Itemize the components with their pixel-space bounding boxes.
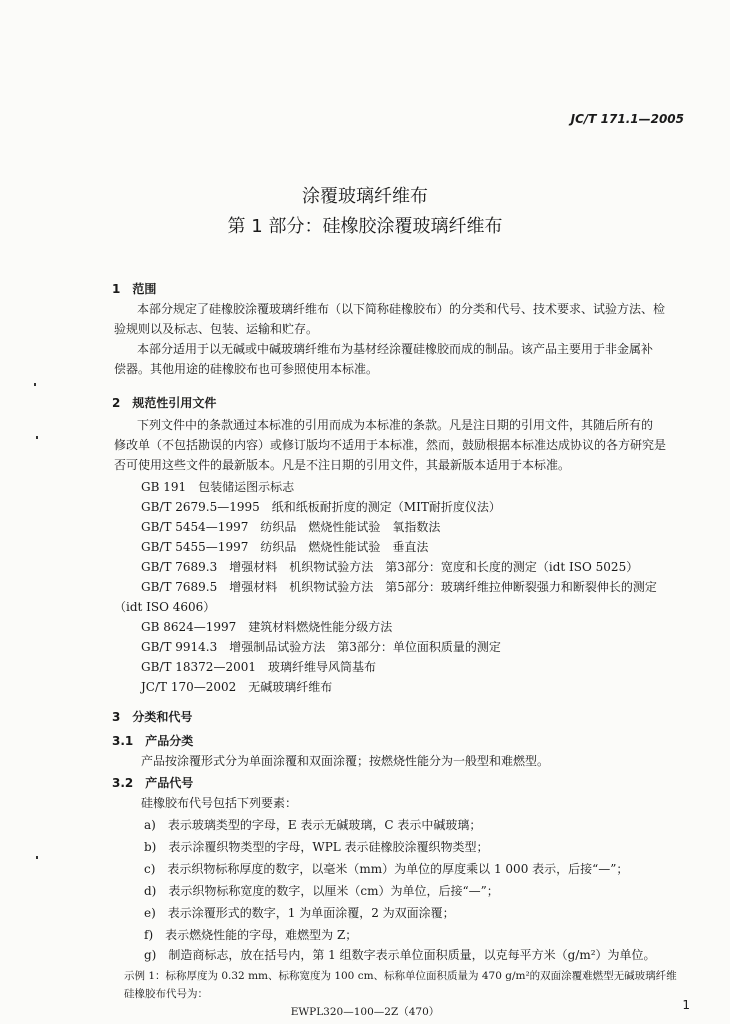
section-1-para2-line2: 偿器。其他用途的硅橡胶布也可参照使用本标准。 — [114, 362, 379, 376]
section-3-2-intro: 硅橡胶布代号包括下列要素： — [141, 796, 298, 810]
section-1-para1-line2: 验规则以及标志、包装、运输和贮存。 — [114, 322, 319, 336]
example-code: EWPL320—100—2Z（470） — [290, 1006, 440, 1018]
standard-number: JC/T 171.1—2005 — [570, 112, 684, 126]
section-2-para-line2: 修改单（不包括勘误的内容）或修订版均不适用于本标准，然而，鼓励根据本标准达成协议的各方研究是 — [114, 438, 667, 452]
reference-item: GB 8624—1997 建筑材料燃烧性能分级方法 — [141, 620, 393, 634]
reference-item: GB 191 包装储运图示标志 — [141, 480, 295, 494]
reference-item-continuation: （idt ISO 4606） — [114, 600, 216, 614]
list-item: c) 表示织物标称厚度的数字，以毫米（mm）为单位的厚度乘以 1 000 表示，后接“—”； — [144, 862, 629, 876]
list-item: b) 表示涂覆织物类型的字母，WPL 表示硅橡胶涂覆织物类型； — [144, 840, 489, 854]
section-2-para-line3: 否可使用这些文件的最新版本。凡是不注日期的引用文件，其最新版本适用于本标准。 — [114, 458, 571, 472]
reference-item: GB/T 7689.5 增强材料 机织物试验方法 第5部分：玻璃纤维拉伸断裂强力和断裂伸长的测定 — [141, 580, 657, 594]
reference-item: GB/T 2679.5—1995 纸和纸板耐折度的测定（MIT耐折度仪法） — [141, 500, 501, 514]
section-1-para2-line1: 本部分适用于以无碱或中碱玻璃纤维布为基材经涂覆硅橡胶而成的制品。该产品主要用于非金属补 — [137, 342, 654, 356]
page-number: 1 — [682, 998, 690, 1012]
list-item: f) 表示燃烧性能的字母，难燃型为 Z； — [144, 928, 358, 942]
reference-item: GB/T 5455—1997 纺织品 燃烧性能试验 垂直法 — [141, 540, 429, 554]
list-item: g) 制造商标志，放在括号内，第 1 组数字表示单位面积质量，以克每平方米（g/m²）为单位。 — [144, 948, 656, 962]
reference-item: GB/T 9914.3 增强制品试验方法 第3部分：单位面积质量的测定 — [141, 640, 501, 654]
section-3-1-heading: 3.1 产品分类 — [112, 734, 194, 748]
reference-item: JC/T 170—2002 无碱玻璃纤维布 — [141, 680, 333, 694]
document-subtitle: 第 1 部分：硅橡胶涂覆玻璃纤维布 — [227, 216, 503, 237]
list-item: d) 表示织物标称宽度的数字，以厘米（cm）为单位，后接“—”； — [144, 884, 499, 898]
list-item: a) 表示玻璃类型的字母，E 表示无碱玻璃，C 表示中碱玻璃； — [144, 818, 482, 832]
reference-item: GB/T 5454—1997 纺织品 燃烧性能试验 氧指数法 — [141, 520, 441, 534]
section-1-para1-line1: 本部分规定了硅橡胶涂覆玻璃纤维布（以下简称硅橡胶布）的分类和代号、技术要求、试验方法、检 — [137, 302, 666, 316]
section-1-heading: 1 范围 — [112, 282, 157, 296]
scan-speck — [36, 436, 38, 439]
list-item: e) 表示涂覆形式的数字，1 为单面涂覆，2 为双面涂覆； — [144, 906, 455, 920]
section-3-2-heading: 3.2 产品代号 — [112, 776, 194, 790]
reference-item: GB/T 7689.3 增强材料 机织物试验方法 第3部分：宽度和长度的测定（idt ISO 5025） — [141, 560, 639, 574]
section-2-para-line1: 下列文件中的条款通过本标准的引用而成为本标准的条款。凡是注日期的引用文件，其随后所有的 — [137, 418, 654, 432]
example-line2: 硅橡胶布代号为： — [124, 988, 208, 1000]
section-2-heading: 2 规范性引用文件 — [112, 396, 217, 410]
section-3-1-text: 产品按涂覆形式分为单面涂覆和双面涂覆；按燃烧性能分为一般型和难燃型。 — [141, 754, 550, 768]
scan-speck — [36, 856, 38, 859]
section-3-heading: 3 分类和代号 — [112, 710, 193, 724]
reference-item: GB/T 18372—2001 玻璃纤维导风筒基布 — [141, 660, 376, 674]
example-line1: 示例 1：标称厚度为 0.32 mm、标称宽度为 100 cm、标称单位面积质量为 470 g/m²的双面涂覆难燃型无碱玻璃纤维 — [124, 970, 677, 982]
scan-speck — [34, 383, 36, 386]
document-title: 涂覆玻璃纤维布 — [302, 186, 428, 207]
